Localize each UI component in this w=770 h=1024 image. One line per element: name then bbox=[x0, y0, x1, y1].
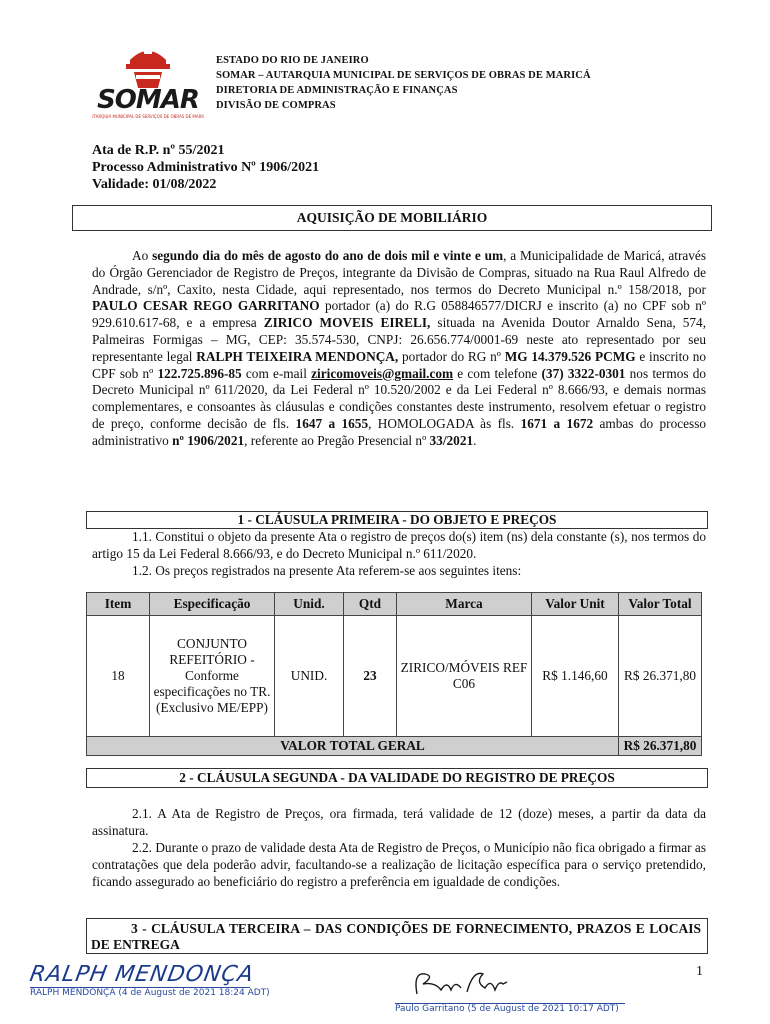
validity-date: Validade: 01/08/2022 bbox=[92, 177, 217, 192]
clause-1-item-1: 1.1. Constitui o objeto da presente Ata o registro de preços do(s) item (ns) dela constante (s), nos termos do artigo 15 da Lei Federal 8.666/93, e do Decreto Municipal n.º 611/2020. bbox=[92, 529, 706, 561]
logo-wordmark: SOMAR bbox=[97, 85, 199, 115]
col-header-unid: Unid. bbox=[275, 593, 344, 616]
letterhead-line-4: DIVISÃO DE COMPRAS bbox=[216, 100, 336, 111]
document-title: AQUISIÇÃO DE MOBILIÁRIO bbox=[72, 205, 712, 231]
intro-paragraph: Ao segundo dia do mês de agosto do ano de dois mil e vinte e um, a Municipalidade de Maricá, através do Órgão Gerenciador de Registro de Preços, integrante da Divisão de Compras, situado na Rua Raul Alfredo de Andrade, s/nº, Caxito, nesta Cidade, aqui representado, nos termos do Decreto Municipal n.º 158/2018, por PAULO CESAR REGO GARRITANO portador (a) do R.G 058846577/DICRJ e inscrito (a) no CPF sob nº 929.610.617-68, e a empresa ZIRICO MOVEIS EIRELI, situada na Avenida Doutor Arnaldo Sena, 574, Palmeiras Formigas – MG, CEP: 35.574-530, CNPJ: 26.656.774/0001-69 neste ato representado por seu representante legal RALPH TEIXEIRA MENDONÇA, portador do RG nº MG 14.379.526 PCMG e inscrito no CPF sob nº 122.725.896-85 com e-mail ziricomoveis@gmail.com e com telefone (37) 3322-0301 nos termos do Decreto Municipal nº 611/2020, da Lei Federal nº 10.520/2002 e da Lei Federal nº 8.666/93, e demais normas complementares, e consoantes às cláusulas e condições constantes deste instrumento, resolvem efetuar o registro de preço, conforme decisão de fls. 1647 a 1655, HOMOLOGADA às fls. 1671 a 1672 ambas do processo administrativo nº 1906/2021, referente ao Pregão Presencial nº 33/2021. bbox=[92, 248, 707, 448]
clause-2-item-1: 2.1. A Ata de Registro de Preços, ora firmada, terá validade de 12 (doze) meses, a partir da data da assinatura. bbox=[92, 806, 706, 838]
cell-unid: UNID. bbox=[275, 616, 344, 737]
signature-left bbox=[27, 962, 270, 998]
cell-valor-total: R$ 26.371,80 bbox=[619, 616, 702, 737]
cell-marca: ZIRICO/MÓVEIS REF C06 bbox=[397, 616, 532, 737]
signature-right-scribble bbox=[395, 968, 525, 998]
document-meta bbox=[92, 142, 319, 193]
signature-left-caption: RALPH MENDONÇA (4 de August de 2021 18:24 ADT) bbox=[30, 988, 270, 998]
page-number: 1 bbox=[696, 964, 703, 979]
ata-number: Ata de R.P. nº 55/2021 bbox=[92, 143, 225, 158]
somar-logo-graphic bbox=[92, 42, 204, 122]
email-link[interactable]: ziricomoveis@gmail.com bbox=[311, 365, 454, 381]
table-row bbox=[87, 616, 702, 737]
process-number: Processo Administrativo Nº 1906/2021 bbox=[92, 160, 320, 175]
letterhead-line-3: DIRETORIA DE ADMINISTRAÇÃO E FINANÇAS bbox=[216, 85, 458, 96]
clause-2-item-2: 2.2. Durante o prazo de validade desta Ata de Registro de Preços, o Município não fica obrigado a firmar as contratações que dela poderão advir, facultando-se a realização de licitação específica para o serviço pretendido, ficando assegurado ao beneficiário do registro a preferência em igualdade de condições. bbox=[92, 840, 706, 889]
items-table bbox=[86, 592, 702, 756]
cell-item: 18 bbox=[87, 616, 150, 737]
clause-2-title: 2 - CLÁUSULA SEGUNDA - DA VALIDADE DO REGISTRO DE PREÇOS bbox=[86, 768, 708, 788]
cell-valor-unit: R$ 1.146,60 bbox=[532, 616, 619, 737]
clause-1-item-2: 1.2. Os preços registrados na presente Ata referem-se aos seguintes itens: bbox=[132, 563, 522, 578]
total-label: VALOR TOTAL GERAL bbox=[87, 737, 619, 756]
col-header-qtd: Qtd bbox=[344, 593, 397, 616]
signature-right bbox=[395, 968, 625, 1014]
logo-tagline: AUTARQUIA MUNICIPAL DE SERVIÇOS DE OBRAS DE MARICÁ bbox=[92, 114, 204, 119]
cell-qtd: 23 bbox=[344, 616, 397, 737]
clause-1-title: 1 - CLÁUSULA PRIMEIRA - DO OBJETO E PREÇOS bbox=[86, 511, 708, 529]
col-header-item: Item bbox=[87, 593, 150, 616]
col-header-valor-total: Valor Total bbox=[619, 593, 702, 616]
table-header-row bbox=[87, 593, 702, 616]
table-total-row bbox=[87, 737, 702, 756]
col-header-marca: Marca bbox=[397, 593, 532, 616]
cell-spec: CONJUNTO REFEITÓRIO - Conforme especificações no TR.(Exclusivo ME/EPP) bbox=[150, 616, 275, 737]
letterhead-line-2: SOMAR – AUTARQUIA MUNICIPAL DE SERVIÇOS DE OBRAS DE MARICÁ bbox=[216, 70, 591, 81]
somar-logo bbox=[92, 42, 204, 122]
signature-right-caption: Paulo Garritano (5 de August de 2021 10:17 ADT) bbox=[395, 1004, 619, 1014]
total-value: R$ 26.371,80 bbox=[619, 737, 702, 756]
letterhead bbox=[216, 53, 591, 113]
col-header-spec: Especificação bbox=[150, 593, 275, 616]
clause-3-title: 3 - CLÁUSULA TERCEIRA – DAS CONDIÇÕES DE FORNECIMENTO, PRAZOS E LOCAIS DE ENTREGA bbox=[86, 918, 708, 954]
letterhead-line-1: ESTADO DO RIO DE JANEIRO bbox=[216, 55, 369, 66]
col-header-valor-unit: Valor Unit bbox=[532, 593, 619, 616]
signature-left-name: RALPH MENDONÇA bbox=[27, 962, 257, 987]
